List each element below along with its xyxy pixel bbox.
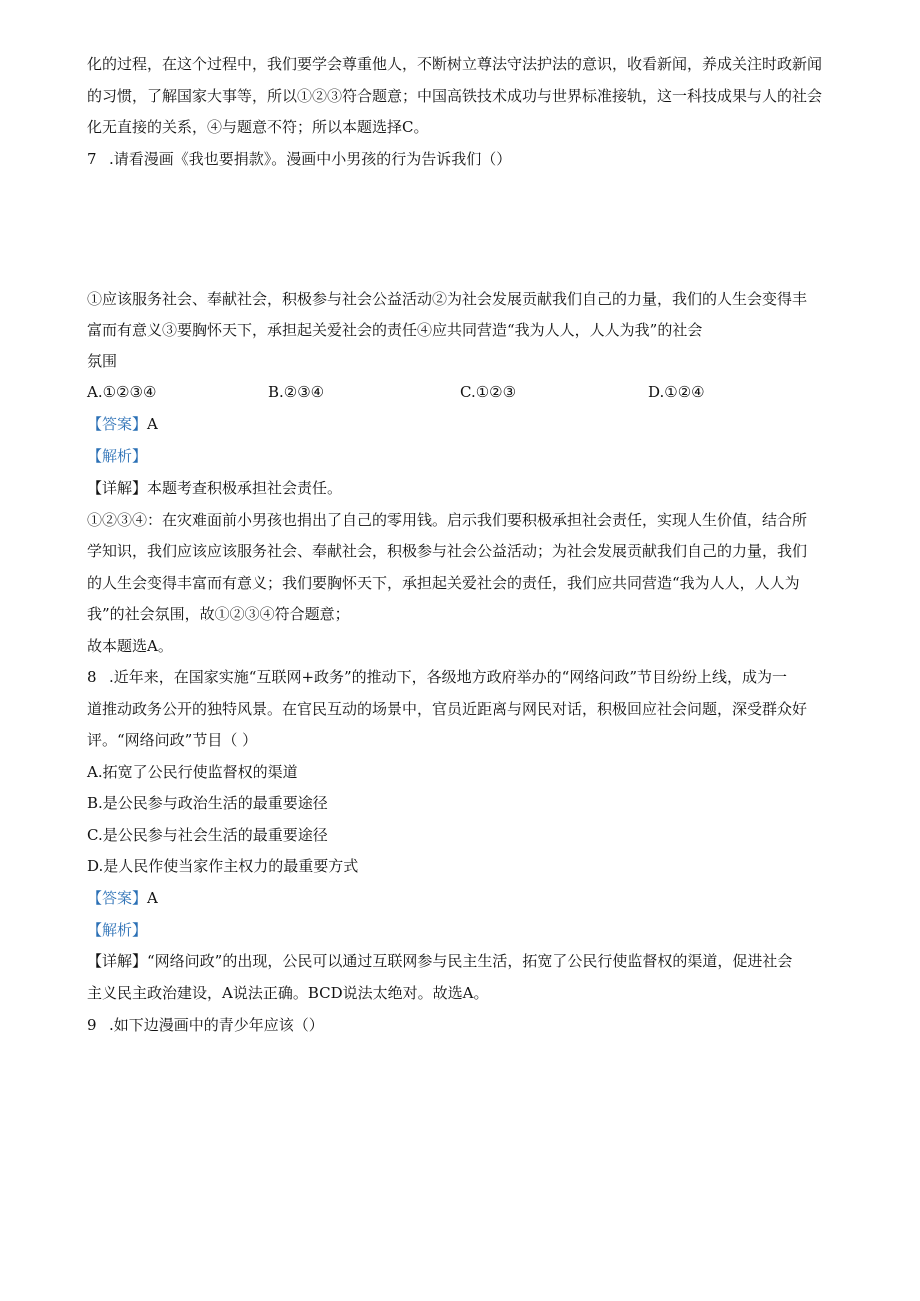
q7-number: 7 <box>87 150 97 168</box>
q8-option-b: B.是公民参与政治生活的最重要途径 <box>87 794 328 812</box>
q8-number: 8 <box>87 668 97 686</box>
q7-option-c: C.①②③ <box>460 383 517 401</box>
q8-detail-line-2: 主义民主政治建设，A说法正确。BCD说法太绝对。故选A。 <box>87 984 489 1002</box>
q7-detail-line-1: ①②③④：在灾难面前小男孩也捐出了自己的零用钱。启示我们要积极承担社会责任，实现人生价值，结合所 <box>87 511 808 529</box>
q8-option-a: A.拓宽了公民行使监督权的渠道 <box>87 763 298 781</box>
q7-answer-tag: 【答案】 <box>87 415 148 433</box>
q8-answer <box>87 888 158 908</box>
q8-analysis-heading <box>87 920 147 940</box>
q7-option-d: D.①②④ <box>648 383 705 401</box>
q7-detail-tag: 【详解】 <box>87 479 148 497</box>
q8-answer-tag: 【答案】 <box>87 889 148 907</box>
prev-analysis-line-3: 化无直接的关系，④与题意不符；所以本题选择C。 <box>87 118 429 136</box>
q7-option-a: A.①②③④ <box>87 383 157 401</box>
q9-number: 9 <box>87 1016 97 1034</box>
q7-statements-line-3: 氛围 <box>87 352 118 370</box>
q7-detail-line-2: 学知识，我们应该应该服务社会、奉献社会，积极参与社会公益活动；为社会发展贡献我们自己的力量，我们 <box>87 542 808 560</box>
q8-detail-text-1: “网络问政”的出现，公民可以通过互联网参与民主生活，拓宽了公民行使监督权的渠道，促进社会 <box>147 952 793 970</box>
prev-analysis-line-1: 化的过程，在这个过程中，我们要学会尊重他人，不断树立尊法守法护法的意识，收看新闻，养成关注时政新闻 <box>87 55 823 73</box>
q7-detail-intro <box>87 478 342 498</box>
q7-answer <box>87 414 158 434</box>
q7-answer-value: A <box>147 415 158 433</box>
q9-stem <box>87 1015 324 1035</box>
q7-stem-text: .请看漫画《我也要捐款》。漫画中小男孩的行为告诉我们（） <box>109 150 512 168</box>
q8-stem-line-1 <box>87 667 787 687</box>
q8-analysis-tag: 【解析】 <box>87 921 148 939</box>
q7-statements-line-2: 富而有意义③要胸怀天下，承担起关爱社会的责任④应共同营造“我为人人，人人为我”的社会 <box>87 321 703 339</box>
q7-analysis-tag: 【解析】 <box>87 447 148 465</box>
q8-stem-line-3: 评。“网络问政”节目（ ） <box>87 731 258 749</box>
q7-conclusion: 故本题选A。 <box>87 637 173 655</box>
q8-stem-line-2: 道推动政务公开的独特风景。在官民互动的场景中，官员近距离与网民对话，积极回应社会问题，深受群众好 <box>87 700 808 718</box>
q7-detail-line-4: 我”的社会氛围，故①②③④符合题意； <box>87 605 350 623</box>
q8-stem-text-1: .近年来，在国家实施“互联网+政务”的推动下，各级地方政府举办的“网络问政”节目纷纷上线，成为一 <box>109 668 788 686</box>
q8-option-d: D.是人民作使当家作主权力的最重要方式 <box>87 857 359 875</box>
q8-answer-value: A <box>147 889 158 907</box>
q7-detail-line-3: 的人生会变得丰富而有意义；我们要胸怀天下，承担起关爱社会的责任，我们应共同营造“我为人人，人人为 <box>87 574 800 592</box>
q7-statements-line-1: ①应该服务社会、奉献社会，积极参与社会公益活动②为社会发展贡献我们自己的力量，我们的人生会变得丰 <box>87 290 808 308</box>
q7-comic-placeholder <box>87 180 827 280</box>
q8-detail-tag: 【详解】 <box>87 952 148 970</box>
q7-detail-intro-text: 本题考查积极承担社会责任。 <box>147 479 343 497</box>
prev-analysis-line-2: 的习惯，了解国家大事等，所以①②③符合题意；中国高铁技术成功与世界标准接轨，这一科技成果与人的社会 <box>87 87 823 105</box>
q8-detail-line-1 <box>87 951 792 971</box>
q7-analysis-heading <box>87 446 147 466</box>
q8-option-c: C.是公民参与社会生活的最重要途径 <box>87 826 328 844</box>
q7-option-b: B.②③④ <box>268 383 325 401</box>
q9-stem-text: .如下边漫画中的青少年应该（） <box>109 1016 324 1034</box>
q7-stem <box>87 149 511 169</box>
